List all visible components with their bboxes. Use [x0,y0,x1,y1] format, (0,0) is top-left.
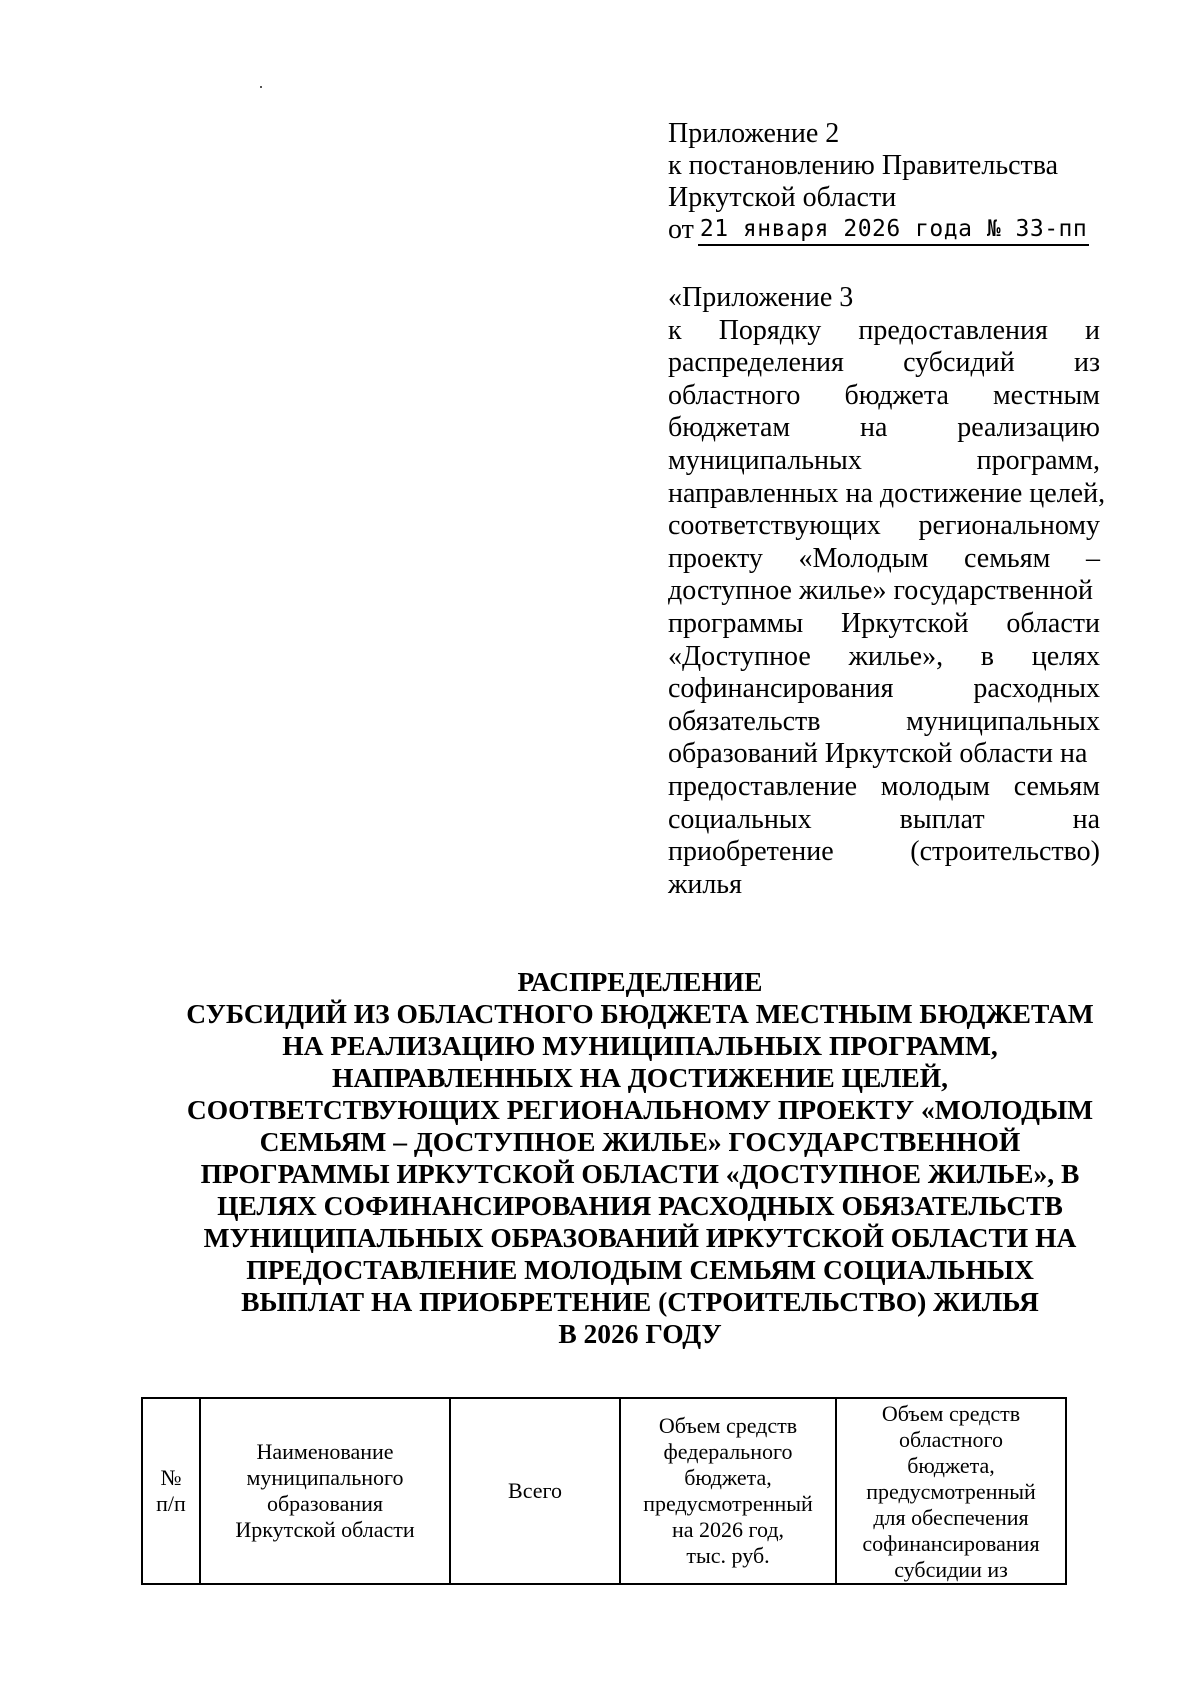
appendix-3-word: направленных на достижение целей, [668,477,1106,509]
header-cell-number [142,1398,200,1584]
appendix-3-header [668,282,1106,901]
appendix-3-line [668,706,1100,739]
appendix-3-word: области [1006,607,1100,639]
header-text-line: Иркутской области [235,1517,415,1542]
appendix-3-word: бюджета [844,379,949,411]
title-line: НАПРАВЛЕННЫХ НА ДОСТИЖЕНИЕ ЦЕЛЕЙ, [331,1062,949,1093]
appendix-3-word: Иркутской [840,607,969,639]
appendix-3-word: образований Иркутской области на [668,738,1088,770]
distribution-table [141,1397,1067,1585]
appendix-3-word: доступное жилье» государственной [668,575,1094,607]
title-line: ПРЕДОСТАВЛЕНИЕ МОЛОДЫМ СЕМЬЯМ СОЦИАЛЬНЫХ [246,1254,1034,1285]
header-text-line: бюджета, [907,1453,995,1478]
appendix-3-line [668,477,1106,511]
appendix-3-word: целях [1031,640,1100,672]
title-line: В 2026 ГОДУ [558,1318,722,1349]
header-text-line: образования [266,1491,384,1516]
appendix-2-line: к постановлению Правительства [668,150,1059,181]
appendix-2-line: Иркутской области [668,182,897,213]
appendix-3-line [668,673,1100,706]
header-text-line: тыс. руб. [686,1543,770,1568]
table-header-row [142,1398,1066,1584]
appendix-2-line: Приложение 2 [668,118,840,149]
appendix-3-word: программ, [976,444,1100,476]
appendix-3-line [668,608,1100,641]
appendix-3-word: жилья [668,868,742,900]
appendix-3-line [668,804,1100,837]
appendix-3-line [668,869,1100,902]
appendix-3-word: распределения [668,347,844,379]
appendix-3-line [668,575,1100,608]
appendix-3-line [668,543,1100,576]
header-text-line: субсидии из [894,1557,1008,1582]
header-text-line: Наименование [256,1439,394,1464]
appendix-3-word: приобретение [668,836,834,868]
header-text-line: № [160,1465,182,1490]
appendix-3-line [668,445,1100,478]
appendix-3-word: – [1086,542,1100,574]
appendix-2-header [668,118,1098,246]
appendix-3-word: обязательств [668,705,821,737]
title-line: ЦЕЛЯХ СОФИНАНСИРОВАНИЯ РАСХОДНЫХ ОБЯЗАТЕЛЬСТВ [217,1190,1063,1221]
appendix-3-word: выплат [899,803,985,835]
appendix-3-line [668,771,1100,804]
appendix-3-word: муниципальных [906,705,1100,737]
appendix-3-line [668,282,1100,315]
document-title [140,966,1140,1350]
title-line: НА РЕАЛИЗАЦИЮ МУНИЦИПАЛЬНЫХ ПРОГРАММ, [282,1030,998,1061]
header-text-line: предусмотренный [643,1491,813,1516]
appendix-3-word: региональному [918,510,1100,542]
header-text-line: на 2026 год, [671,1517,785,1542]
appendix-3-word: жилье», [848,640,944,672]
date-prefix: от [668,214,694,245]
appendix-3-word: софинансирования [668,673,894,705]
resolution-date: 21 января 2026 года № 33-пп [698,215,1089,246]
appendix-3-word: семьям [964,542,1051,574]
resolution-date-line [668,214,1098,246]
title-line: СЕМЬЯМ – ДОСТУПНОЕ ЖИЛЬЕ» ГОСУДАРСТВЕННОЙ [259,1126,1021,1157]
appendix-3-word: областного [668,379,801,411]
header-text-line: федерального [663,1439,793,1464]
appendix-3-line [668,738,1100,771]
appendix-3-line [668,380,1100,413]
appendix-3-word: бюджетам [668,412,791,444]
appendix-3-word: муниципальных [668,444,862,476]
header-text-line: Объем средств [658,1413,798,1438]
appendix-3-word: реализацию [957,412,1100,444]
title-line: СООТВЕТСТВУЮЩИХ РЕГИОНАЛЬНОМУ ПРОЕКТУ «МОЛОДЫМ [186,1094,1094,1125]
appendix-3-word: на [859,412,888,444]
header-cell-municipality [200,1398,450,1584]
appendix-3-word: на [1072,803,1100,835]
appendix-3-word: предоставления [858,314,1048,346]
appendix-3-line [668,347,1100,380]
header-cell-total [450,1398,620,1584]
scan-speck [260,86,262,88]
header-text-line: муниципального [246,1465,404,1490]
header-text-line: Объем средств [881,1401,1021,1426]
header-text-line: предусмотренный [866,1479,1036,1504]
appendix-3-line [668,315,1100,348]
appendix-3-word: «Приложение 3 [668,282,854,313]
appendix-3-word: проекту [668,542,763,574]
header-text-line: Всего [508,1478,562,1503]
appendix-3-word: и [1084,314,1100,346]
header-text-line: п/п [156,1491,186,1516]
header-cell-regional-budget [836,1398,1066,1584]
appendix-3-word: соответствующих [668,510,881,542]
appendix-3-word: местным [992,379,1100,411]
appendix-3-word: к [668,314,682,346]
appendix-3-word: из [1073,347,1100,379]
title-line: РАСПРЕДЕЛЕНИЕ [517,966,763,997]
appendix-3-word: (строительство) [910,836,1100,868]
appendix-3-word: программы [668,607,804,639]
header-text-line: для обеспечения [873,1505,1029,1530]
appendix-3-line [668,412,1100,445]
appendix-3-word: расходных [973,673,1100,705]
title-line: СУБСИДИЙ ИЗ ОБЛАСТНОГО БЮДЖЕТА МЕСТНЫМ БЮДЖЕТАМ [186,998,1094,1029]
appendix-3-word: семьям [1013,770,1100,802]
header-text-line: софинансирования [862,1531,1040,1556]
appendix-3-line [668,641,1100,674]
title-line: МУНИЦИПАЛЬНЫХ ОБРАЗОВАНИЙ ИРКУТСКОЙ ОБЛАСТИ НА [203,1222,1077,1253]
appendix-3-line [668,510,1100,543]
appendix-3-word: Порядку [718,314,822,346]
appendix-3-word: субсидий [903,347,1015,379]
appendix-3-word: «Доступное [668,640,811,672]
appendix-3-word: «Молодым [798,542,929,574]
header-text-line: областного [898,1427,1004,1452]
appendix-3-line [668,836,1100,869]
title-line: ВЫПЛАТ НА ПРИОБРЕТЕНИЕ (СТРОИТЕЛЬСТВО) ЖИЛЬЯ [241,1286,1039,1317]
appendix-3-word: в [980,640,995,672]
header-cell-federal-budget [620,1398,836,1584]
appendix-3-word: предоставление [668,770,858,802]
appendix-3-word: социальных [668,803,812,835]
title-line: ПРОГРАММЫ ИРКУТСКОЙ ОБЛАСТИ «ДОСТУПНОЕ ЖИЛЬЕ», В [200,1158,1080,1189]
header-text-line: бюджета, [684,1465,772,1490]
appendix-3-word: молодым [880,770,991,802]
